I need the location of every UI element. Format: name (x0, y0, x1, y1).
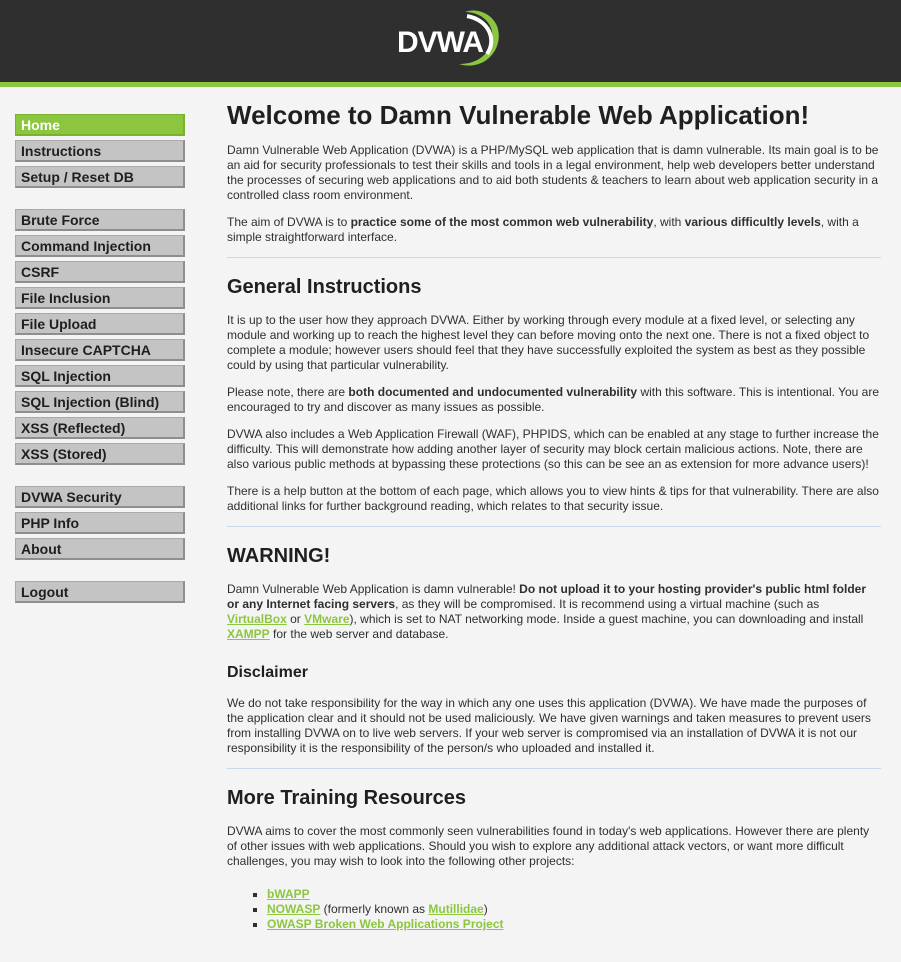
menu-item-sql-injection-blind[interactable]: SQL Injection (Blind) (15, 391, 185, 413)
side-menu (15, 114, 185, 607)
warning-text: , as they will be compromised. It is recommend using a virtual machine (such as (395, 597, 820, 611)
menu-gap (15, 192, 185, 209)
logo-text: DVWA (397, 26, 483, 59)
divider (227, 526, 881, 527)
nowasp-link[interactable]: NOWASP (267, 902, 321, 916)
general-paragraph: It is up to the user how they approach DVWA. Either by working through every module at a fixed level, or selecting any module and working up to reach the highest level they can before moving onto the next one. There is not a fixed object to complete a module; however users should feel that they have successfully exploited the system as best as they possible could by using that particular vulnerability. (227, 313, 870, 372)
menu-item-sql-injection[interactable]: SQL Injection (15, 365, 185, 387)
list-item (267, 902, 881, 917)
intro-paragraph: Damn Vulnerable Web Application (DVWA) is a PHP/MySQL web application that is damn vulnerable. Its main goal is to be an aid for security professionals to test their skills and tools in a legal environment, help web developers better understand the processes of securing web applications and to aid both students & teachers to learn about web application security in a controlled class room environment. (227, 143, 879, 202)
warning-text: or (286, 612, 305, 626)
list-text: ) (483, 902, 488, 916)
warning-heading: WARNING! (227, 545, 331, 567)
aim-text: , with (653, 215, 685, 229)
menu-item-command-injection[interactable]: Command Injection (15, 235, 185, 257)
menu-gap (15, 564, 185, 581)
menu-item-brute-force[interactable]: Brute Force (15, 209, 185, 231)
aim-text: The aim of DVWA is to (227, 215, 351, 229)
aim-emphasis: various difficultly levels (684, 215, 821, 229)
menu-item-dvwa-security[interactable]: DVWA Security (15, 486, 185, 508)
note-text: Please note, there are (227, 385, 349, 399)
menu-gap (15, 469, 185, 486)
menu-item-setup[interactable]: Setup / Reset DB (15, 166, 185, 188)
menu-item-home[interactable]: Home (15, 114, 185, 136)
disclaimer-paragraph: We do not take responsibility for the way in which any one uses this application (DVWA). We have made the purposes of the application clear and it should not be used maliciously. We have given warnings and taken measures to prevent users from installing DVWA on to live web servers. If your web server is compromised via an installation of DVWA it is not our responsibility it is the responsibility of the person/s who uploaded and installed it. (227, 696, 871, 755)
menu-item-instructions[interactable]: Instructions (15, 140, 185, 162)
training-heading: More Training Resources (227, 787, 466, 809)
menu-item-xss-reflected[interactable]: XSS (Reflected) (15, 417, 185, 439)
divider (227, 768, 881, 769)
menu-item-file-inclusion[interactable]: File Inclusion (15, 287, 185, 309)
general-paragraph: DVWA also includes a Web Application Firewall (WAF), PHPIDS, which can be enabled at any stage to further increase the difficulty. This will demonstrate how adding another layer of security may block certain malicious actions. Note, there are also various public methods at bypassing these protections (so this can be see an as extension for more advance users)! (227, 427, 879, 471)
bwapp-link[interactable]: bWAPP (267, 887, 310, 901)
menu-item-insecure-captcha[interactable]: Insecure CAPTCHA (15, 339, 185, 361)
xampp-link[interactable]: XAMPP (227, 627, 270, 641)
disclaimer-heading: Disclaimer (227, 664, 308, 681)
header (0, 0, 901, 82)
aim-text: , with a simple straightforward interface. (227, 215, 859, 244)
owasp-bwa-link[interactable]: OWASP Broken Web Applications Project (267, 917, 504, 931)
menu-item-xss-stored[interactable]: XSS (Stored) (15, 443, 185, 465)
note-text: with this software. This is intentional. You are encouraged to try and discover as many issues as possible. (227, 385, 880, 414)
menu-item-logout[interactable]: Logout (15, 581, 185, 603)
aim-emphasis: practice some of the most common web vulnerability (350, 215, 654, 229)
header-accent-bar (0, 82, 901, 87)
menu-item-csrf[interactable]: CSRF (15, 261, 185, 283)
warning-emphasis: Do not upload it to your hosting provider's public html folder or any Internet facing servers (227, 582, 867, 611)
menu-item-php-info[interactable]: PHP Info (15, 512, 185, 534)
menu-item-about[interactable]: About (15, 538, 185, 560)
warning-text: for the web server and database. (269, 627, 449, 641)
general-paragraph: There is a help button at the bottom of each page, which allows you to view hints & tips for that vulnerability. There are also additional links for further background reading, which relates to that security issue. (227, 484, 879, 513)
menu-item-file-upload[interactable]: File Upload (15, 313, 185, 335)
list-item (267, 887, 881, 902)
list-item (267, 917, 881, 932)
note-emphasis: both documented and undocumented vulnerability (348, 385, 638, 399)
warning-text: ), which is set to NAT networking mode. Inside a guest machine, you can downloading and install (349, 612, 864, 626)
training-links-list (227, 887, 881, 932)
warning-text: Damn Vulnerable Web Application is damn vulnerable! (227, 582, 520, 596)
general-paragraph (227, 385, 881, 415)
vmware-link[interactable]: VMware (304, 612, 350, 626)
mutillidae-link[interactable]: Mutillidae (428, 902, 484, 916)
general-heading: General Instructions (227, 276, 422, 298)
warning-paragraph (227, 582, 881, 642)
main-content (227, 100, 881, 932)
divider (227, 257, 881, 258)
virtualbox-link[interactable]: VirtualBox (227, 612, 287, 626)
aim-paragraph (227, 215, 881, 245)
list-text: (formerly known as (320, 902, 429, 916)
training-paragraph: DVWA aims to cover the most commonly seen vulnerabilities found in today's web applications. However there are plenty of other issues with web applications. Should you wish to explore any additional attack vectors, or want more difficult challenges, you may wish to look into the following other projects: (227, 824, 870, 868)
dvwa-logo[interactable] (393, 6, 505, 72)
page-title: Welcome to Damn Vulnerable Web Application! (227, 100, 810, 130)
